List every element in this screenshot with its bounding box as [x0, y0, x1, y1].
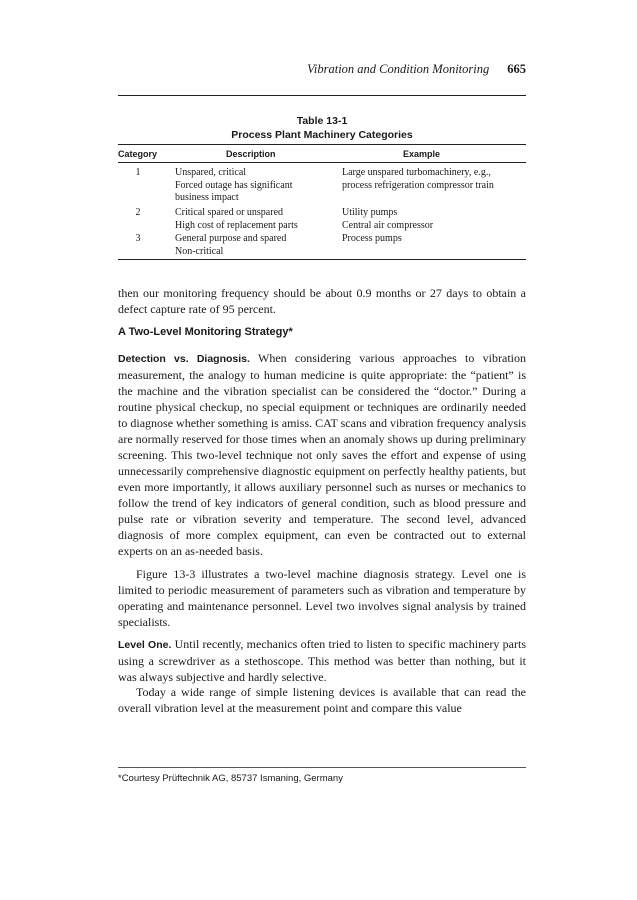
- example-line: Central air compressor: [342, 219, 434, 231]
- table-title: Process Plant Machinery Categories: [231, 129, 413, 141]
- table-cell-example: [342, 207, 532, 232]
- page-number: 665: [507, 62, 526, 76]
- description-line: General purpose and spared: [175, 233, 287, 244]
- column-header-description: Description: [226, 149, 276, 159]
- table-cell-category: 3: [135, 233, 141, 244]
- paragraph-detection: [118, 350, 526, 559]
- run-in-heading: Level One.: [118, 639, 172, 651]
- running-head-title: Vibration and Condition Monitoring: [307, 62, 490, 76]
- paragraph-figure: Figure 13-3 illustrates a two-level machine diagnosis strategy. Level one is limited to periodic measurement of parameters such as vibration and temperature by operating and maintenance personnel. Level two involves signal analysis by trained specialists.: [118, 567, 526, 629]
- run-in-heading: Detection vs. Diagnosis.: [118, 353, 250, 365]
- paragraph-level-one: [118, 636, 526, 685]
- table-top-rule: [118, 144, 526, 145]
- paragraph-text: Until recently, mechanics often tried to listen to specific machinery parts using a screwdriver as a stethoscope. This method was better than nothing, but it was always subjective and hardly selective.: [118, 637, 526, 684]
- footnote-rule: [118, 767, 526, 768]
- table-label: Table 13-1: [296, 115, 348, 127]
- table-cell-description: [175, 207, 335, 232]
- example-line: Utility pumps: [342, 207, 398, 218]
- table-cell-category: 1: [135, 167, 141, 178]
- footnote: *Courtesy Prüftechnik AG, 85737 Ismaning, Germany: [118, 773, 343, 784]
- table-caption: [118, 114, 526, 142]
- table-cell-description: [175, 233, 335, 258]
- description-line: Critical spared or unspared: [175, 207, 284, 218]
- paragraph-text: When considering various approaches to vibration measurement, the analogy to human medicine is quite appropriate: the “patient” is the machine and the vibration specialist can be considered the “doctor.” During a routine physical checkup, no special equipment or techniques are ordinarily needed to diagnose whether something is amiss. CAT scans and vibration frequency analysis are normally reserved for those times when an anomaly shows up during preliminary screening. This two-level technique not only saves the effort and expense of using unnecessarily comprehensive diagnostic equipment on perfectly healthy patients, but even more importantly, it allows auxiliary personnel such as nurses or mechanics to follow the trend of key indicators of general condition, such as blood pressure and pulse rate or vibration severity and temperature. The second level, advanced diagnosis of more complex equipment, can even be contracted out to external experts on an as-needed basis.: [118, 351, 526, 558]
- table-cell-example: [342, 167, 532, 192]
- description-line: business impact: [175, 192, 239, 203]
- description-line: Forced outage has significant: [175, 179, 293, 191]
- table-cell-example: [342, 233, 532, 246]
- example-line: Large unspared turbomachinery, e.g.,: [342, 167, 491, 178]
- example-line: Process pumps: [342, 233, 402, 244]
- description-line: Non-critical: [175, 245, 224, 257]
- table-cell-description: [175, 167, 335, 205]
- table-bottom-rule: [118, 259, 526, 260]
- paragraph-continuation: then our monitoring frequency should be about 0.9 months or 27 days to obtain a defect capture rate of 95 percent.: [118, 286, 526, 316]
- header-rule: [118, 95, 526, 96]
- column-header-example: Example: [403, 149, 441, 159]
- column-header-category: Category: [118, 149, 158, 159]
- example-line: process refrigeration compressor train: [342, 179, 494, 191]
- running-head: [307, 62, 526, 77]
- table-cell-category: 2: [135, 207, 141, 218]
- table-header-rule: [118, 162, 526, 163]
- description-line: Unspared, critical: [175, 167, 247, 178]
- paragraph-today: Today a wide range of simple listening devices is available that can read the overall vibration level at the measurement point and compare this value: [118, 685, 526, 715]
- description-line: High cost of replacement parts: [175, 219, 298, 231]
- section-heading: A Two-Level Monitoring Strategy*: [118, 326, 293, 338]
